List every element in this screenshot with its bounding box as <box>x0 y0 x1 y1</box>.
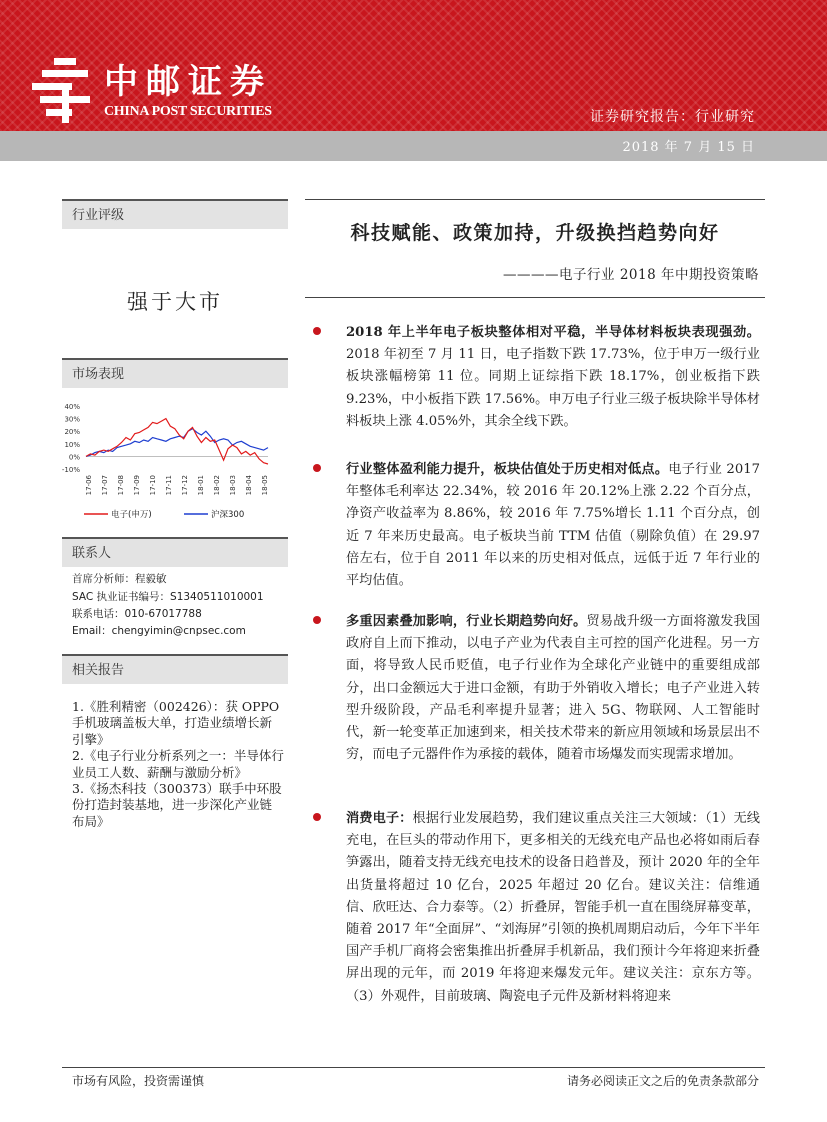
brand-name-cn: 中邮证券 <box>104 62 272 102</box>
related-reports <box>72 699 284 830</box>
related-report-3[interactable]: 3.《扬杰科技（300373）联手中环股份打造封装基地，进一步深化产业链布局》 <box>72 781 282 829</box>
y-tick-label: 20% <box>64 428 80 437</box>
brand-name-en: CHINA POST SECURITIES <box>104 104 272 119</box>
y-tick-label: 30% <box>64 415 80 424</box>
title-top-rule <box>305 199 765 200</box>
bullet-4 <box>316 808 760 1008</box>
bullet-heading: 行业整体盈利能力提升，板块估值处于历史相对低点。 <box>346 462 669 477</box>
related-report-2[interactable]: 2.《电子行业分析系列之一：半导体行业员工人数、薪酬与激励分析》 <box>72 748 284 780</box>
y-tick-label: 10% <box>64 440 80 449</box>
bullet-1 <box>316 322 760 433</box>
market-chart-svg <box>62 396 288 526</box>
bullet-dot-icon <box>313 464 321 472</box>
market-section-head: 市场表现 <box>62 358 288 388</box>
footer-rule <box>62 1067 765 1068</box>
report-date: 2018 年 7 月 15 日 <box>622 140 755 155</box>
logo-icon <box>32 56 96 126</box>
footer-disclaimer: 请务必阅读正文之后的免责条款部分 <box>566 1074 759 1088</box>
bullet-dot-icon <box>313 327 321 335</box>
x-tick-label: 18-05 <box>261 475 269 496</box>
related-section-head: 相关报告 <box>62 654 288 684</box>
bullet-3 <box>316 611 760 766</box>
x-tick-label: 18-01 <box>197 475 205 496</box>
x-tick-label: 18-02 <box>213 475 221 496</box>
x-tick-label: 18-04 <box>245 475 253 496</box>
legend-label: 沪深300 <box>211 510 245 520</box>
bullet-heading: 2018 年上半年电子板块整体相对平稳，半导体材料板块表现强劲。 <box>346 325 760 340</box>
y-tick-label: 40% <box>64 403 80 411</box>
bullet-body: 2018 年初至 7 月 11 日，电子指数下跌 17.73%，位于申万一级行业板块涨幅榜第 11 位。同期上证综指下跌 18.17%，创业板指下跌 9.23%，中小板指下跌 17.56%。申万电子行业三级子板块除半导体材料板块上涨 4.05%外，其余全线下跌。 <box>346 347 760 429</box>
title-bottom-rule <box>305 297 765 298</box>
bullet-2 <box>316 459 760 592</box>
report-subtitle: ————电子行业 2018 年中期投资策略 <box>503 267 759 283</box>
contact-sac: SAC 执业证书编号：S1340511010001 <box>72 591 264 603</box>
x-tick-label: 17-09 <box>133 475 141 496</box>
x-tick-label: 18-03 <box>229 475 237 496</box>
x-tick-label: 17-08 <box>117 475 125 496</box>
bullet-heading: 多重因素叠加影响，行业长期趋势向好。 <box>346 614 587 629</box>
x-tick-label: 17-11 <box>165 475 173 496</box>
x-tick-label: 17-10 <box>149 475 157 496</box>
contact-phone: 联系电话：010-67017788 <box>72 608 202 620</box>
report-title: 科技赋能、政策加持，升级换挡趋势向好 <box>350 222 720 244</box>
bullet-heading: 消费电子： <box>346 811 413 826</box>
bullet-body: 电子行业 2017 年整体毛利率达 22.34%，较 2016 年 20.12%上涨 2.22 个百分点，净资产收益率为 8.86%，较 2016 年 7.75%增长 1.11 个百分点，创近 7 年来历史最高。电子板块当前 TTM 估值（剔除负值）在 29.97 倍左右，位于自 2011 年以来的历史相对低点，远低于近 7 年行业的平均估值。 <box>346 462 760 589</box>
x-tick-label: 17-06 <box>85 475 93 496</box>
contact-email[interactable]: Email：chengyimin@cnpsec.com <box>72 625 246 637</box>
bullet-dot-icon <box>313 616 321 624</box>
report-type: 证券研究报告：行业研究 <box>590 109 755 125</box>
contacts-section-head: 联系人 <box>62 537 288 567</box>
y-tick-label: 0% <box>68 453 80 462</box>
legend-label: 电子(申万) <box>111 510 152 520</box>
rating-section-head: 行业评级 <box>62 199 288 229</box>
x-tick-label: 17-07 <box>101 475 109 496</box>
bullet-body: 贸易战升级一方面将激发我国政府自上而下推动，以电子产业为代表自主可控的国产化进程。另一方面，将导致人民币贬值，电子行业作为全球化产业链中的重要组成部分，出口金额远大于进口金额，有助于外销收入增长；电子产业进入转型升级阶段，产品毛利率提升显著；进入 5G、物联网、人工智能时代，新一轮变革正加速到来，相关技术带来的新应用领域和场景层出不穷，而电子元器件作为承接的载体，随着市场爆发而实现需求增加。 <box>346 614 761 763</box>
footer-risk-note: 市场有风险，投资需谨慎 <box>72 1074 205 1088</box>
market-chart <box>62 396 288 526</box>
x-tick-label: 17-12 <box>181 475 189 496</box>
bullet-body: 根据行业发展趋势，我们建议重点关注三大领域：（1）无线充电，在巨头的带动作用下，更多相关的无线充电产品也必将如雨后春笋露出，随着支持无线充电技术的设备日趋普及，预计 2020 年的全年出货量将超过 10 亿台，2025 年超过 20 亿台。建议关注：信维通信、欣旺达、合力泰等。（2）折叠屏，智能手机一直在围绕屏幕变革，随着 2017 年“全面屏”、“刘海屏”引领的换机周期启动后，今年下半年国产手机厂商将会密集推出折叠屏手机新品，我们预计今年将迎来折叠屏出现的元年，而 2019 年将迎来爆发元年。建议关注：京东方等。（3）外观件，目前玻璃、陶瓷电子元件及新材料将迎来 <box>346 811 760 1004</box>
industry-rating: 强于大市 <box>127 290 223 314</box>
related-report-1[interactable]: 1.《胜利精密（002426）：获 OPPO 手机玻璃盖板大单，打造业绩增长新引擎》 <box>72 699 280 747</box>
contact-analyst: 首席分析师：程毅敏 <box>72 573 167 585</box>
y-tick-label: -10% <box>62 466 80 474</box>
bullet-dot-icon <box>313 813 321 821</box>
